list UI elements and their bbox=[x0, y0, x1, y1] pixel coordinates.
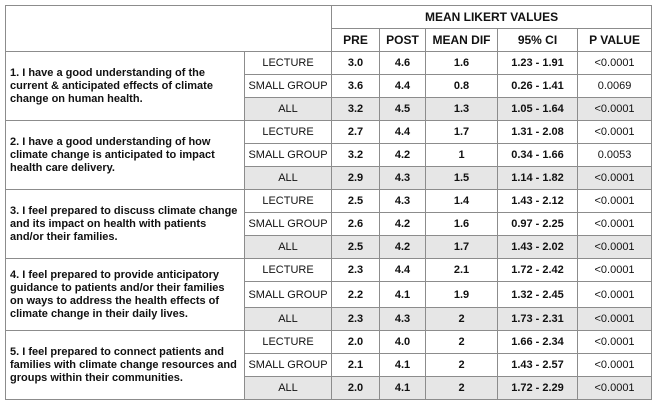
empty-corner-cell bbox=[6, 6, 332, 52]
mean-dif-value: 1.3 bbox=[426, 98, 498, 121]
post-value: 4.3 bbox=[380, 308, 426, 331]
group-label: ALL bbox=[245, 377, 332, 400]
p-value: <0.0001 bbox=[578, 190, 652, 213]
col-p-value: P VALUE bbox=[578, 29, 652, 52]
p-value: 0.0053 bbox=[578, 144, 652, 167]
post-value: 4.3 bbox=[380, 190, 426, 213]
question-3: 3. I feel prepared to discuss climate change and its impact on health with patients and/or their families. bbox=[6, 190, 245, 259]
group-label: SMALL GROUP bbox=[245, 213, 332, 236]
mean-dif-value: 1.9 bbox=[426, 282, 498, 308]
post-value: 4.1 bbox=[380, 377, 426, 400]
mean-dif-value: 1.7 bbox=[426, 121, 498, 144]
mean-dif-value: 1.7 bbox=[426, 236, 498, 259]
col-ci: 95% CI bbox=[498, 29, 578, 52]
group-title: MEAN LIKERT VALUES bbox=[332, 6, 652, 29]
ci-value: 1.05 - 1.64 bbox=[498, 98, 578, 121]
p-value: <0.0001 bbox=[578, 377, 652, 400]
p-value: <0.0001 bbox=[578, 282, 652, 308]
post-value: 4.4 bbox=[380, 75, 426, 98]
pre-value: 2.2 bbox=[332, 282, 380, 308]
mean-dif-value: 0.8 bbox=[426, 75, 498, 98]
post-value: 4.6 bbox=[380, 52, 426, 75]
mean-dif-value: 2 bbox=[426, 377, 498, 400]
group-label: LECTURE bbox=[245, 190, 332, 213]
mean-dif-value: 1.6 bbox=[426, 213, 498, 236]
likert-results-table bbox=[5, 5, 652, 400]
ci-value: 1.72 - 2.29 bbox=[498, 377, 578, 400]
p-value: <0.0001 bbox=[578, 121, 652, 144]
post-value: 4.4 bbox=[380, 121, 426, 144]
post-value: 4.2 bbox=[380, 213, 426, 236]
pre-value: 3.2 bbox=[332, 98, 380, 121]
pre-value: 2.0 bbox=[332, 377, 380, 400]
p-value: 0.0069 bbox=[578, 75, 652, 98]
mean-dif-value: 2 bbox=[426, 354, 498, 377]
group-label: SMALL GROUP bbox=[245, 282, 332, 308]
p-value: <0.0001 bbox=[578, 167, 652, 190]
ci-value: 1.43 - 2.57 bbox=[498, 354, 578, 377]
group-label: ALL bbox=[245, 236, 332, 259]
mean-dif-value: 1 bbox=[426, 144, 498, 167]
post-value: 4.1 bbox=[380, 354, 426, 377]
group-label: LECTURE bbox=[245, 331, 332, 354]
post-value: 4.3 bbox=[380, 167, 426, 190]
post-value: 4.1 bbox=[380, 282, 426, 308]
pre-value: 2.7 bbox=[332, 121, 380, 144]
mean-dif-value: 2 bbox=[426, 308, 498, 331]
pre-value: 2.9 bbox=[332, 167, 380, 190]
p-value: <0.0001 bbox=[578, 236, 652, 259]
question-2: 2. I have a good understanding of how climate change is anticipated to impact health care delivery. bbox=[6, 121, 245, 190]
p-value: <0.0001 bbox=[578, 213, 652, 236]
col-pre: PRE bbox=[332, 29, 380, 52]
group-label: SMALL GROUP bbox=[245, 144, 332, 167]
ci-value: 1.72 - 2.42 bbox=[498, 259, 578, 282]
post-value: 4.5 bbox=[380, 98, 426, 121]
pre-value: 2.3 bbox=[332, 308, 380, 331]
p-value: <0.0001 bbox=[578, 331, 652, 354]
mean-dif-value: 1.5 bbox=[426, 167, 498, 190]
mean-dif-value: 2 bbox=[426, 331, 498, 354]
group-label: LECTURE bbox=[245, 52, 332, 75]
p-value: <0.0001 bbox=[578, 98, 652, 121]
ci-value: 1.32 - 2.45 bbox=[498, 282, 578, 308]
ci-value: 1.66 - 2.34 bbox=[498, 331, 578, 354]
pre-value: 2.6 bbox=[332, 213, 380, 236]
mean-dif-value: 2.1 bbox=[426, 259, 498, 282]
ci-value: 1.31 - 2.08 bbox=[498, 121, 578, 144]
post-value: 4.2 bbox=[380, 144, 426, 167]
group-label: ALL bbox=[245, 308, 332, 331]
ci-value: 0.97 - 2.25 bbox=[498, 213, 578, 236]
ci-value: 1.14 - 1.82 bbox=[498, 167, 578, 190]
ci-value: 1.73 - 2.31 bbox=[498, 308, 578, 331]
group-label: ALL bbox=[245, 167, 332, 190]
p-value: <0.0001 bbox=[578, 308, 652, 331]
group-label: SMALL GROUP bbox=[245, 75, 332, 98]
question-1: 1. I have a good understanding of the current & anticipated effects of climate change on human health. bbox=[6, 52, 245, 121]
p-value: <0.0001 bbox=[578, 52, 652, 75]
post-value: 4.4 bbox=[380, 259, 426, 282]
pre-value: 2.5 bbox=[332, 190, 380, 213]
mean-dif-value: 1.6 bbox=[426, 52, 498, 75]
col-mean-dif: MEAN DIF bbox=[426, 29, 498, 52]
post-value: 4.0 bbox=[380, 331, 426, 354]
ci-value: 1.43 - 2.12 bbox=[498, 190, 578, 213]
pre-value: 2.5 bbox=[332, 236, 380, 259]
pre-value: 3.0 bbox=[332, 52, 380, 75]
ci-value: 1.23 - 1.91 bbox=[498, 52, 578, 75]
group-label: SMALL GROUP bbox=[245, 354, 332, 377]
pre-value: 2.0 bbox=[332, 331, 380, 354]
post-value: 4.2 bbox=[380, 236, 426, 259]
ci-value: 0.34 - 1.66 bbox=[498, 144, 578, 167]
ci-value: 1.43 - 2.02 bbox=[498, 236, 578, 259]
pre-value: 2.1 bbox=[332, 354, 380, 377]
question-5: 5. I feel prepared to connect patients and families with climate change resources and groups within their communities. bbox=[6, 331, 245, 400]
p-value: <0.0001 bbox=[578, 354, 652, 377]
col-post: POST bbox=[380, 29, 426, 52]
mean-dif-value: 1.4 bbox=[426, 190, 498, 213]
question-4: 4. I feel prepared to provide anticipatory guidance to patients and/or their families on ways to address the health effects of climate change in their daily lives. bbox=[6, 259, 245, 331]
pre-value: 2.3 bbox=[332, 259, 380, 282]
group-label: LECTURE bbox=[245, 121, 332, 144]
ci-value: 0.26 - 1.41 bbox=[498, 75, 578, 98]
pre-value: 3.6 bbox=[332, 75, 380, 98]
p-value: <0.0001 bbox=[578, 259, 652, 282]
group-label: LECTURE bbox=[245, 259, 332, 282]
pre-value: 3.2 bbox=[332, 144, 380, 167]
group-label: ALL bbox=[245, 98, 332, 121]
